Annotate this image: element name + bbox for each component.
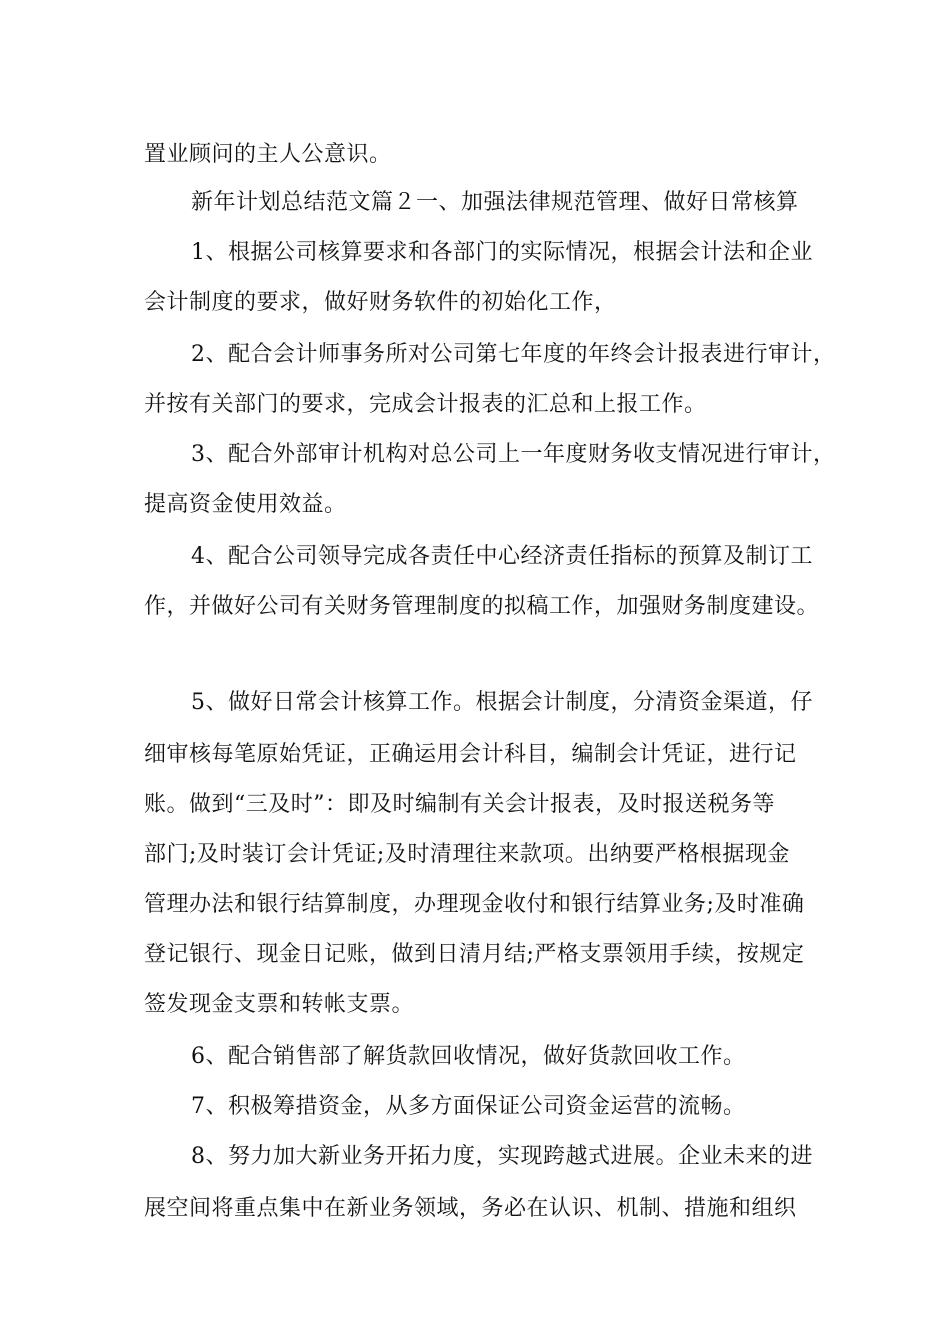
text-line: 2、配合会计师事务所对公司第七年度的年终会计报表进行审计，	[191, 342, 836, 367]
text-line: 部门;及时装订会计凭证;及时清理往来款项。出纳要严格根据现金	[144, 842, 790, 867]
text-line: 作，并做好公司有关财务管理制度的拟稿工作，加强财务制度建设。	[144, 594, 820, 619]
text-line: 6、配合销售部了解货款回收情况，做好货款回收工作。	[191, 1044, 746, 1069]
text-line: 细审核每笔原始凭证，正确运用会计科目，编制会计凭证，进行记	[144, 742, 797, 767]
text-line: 登记银行、现金日记账，做到日清月结;严格支票领用手续，按规定	[144, 942, 805, 967]
text-line: 签发现金支票和转帐支票。	[144, 992, 415, 1017]
text-line: 并按有关部门的要求，完成会计报表的汇总和上报工作。	[144, 392, 707, 417]
text-line: 会计制度的要求，做好财务软件的初始化工作，	[144, 290, 617, 315]
text-line: 置业顾问的主人公意识。	[144, 142, 392, 167]
text-line: 账。做到“三及时”：即及时编制有关会计报表，及时报送税务等	[144, 792, 775, 817]
text-line: 3、配合外部审计机构对总公司上一年度财务收支情况进行审计，	[191, 442, 836, 467]
text-line: 1、根据公司核算要求和各部门的实际情况，根据会计法和企业	[191, 240, 813, 265]
text-line: 5、做好日常会计核算工作。根据会计制度，分清资金渠道，仔	[191, 690, 813, 715]
text-line: 管理办法和银行结算制度，办理现金收付和银行结算业务;及时准确	[144, 892, 805, 917]
text-line: 提高资金使用效益。	[144, 492, 347, 517]
text-line: 8、努力加大新业务开拓力度，实现跨越式进展。企业未来的进	[191, 1144, 813, 1169]
text-line: 新年计划总结范文篇２一、加强法律规范管理、做好日常核算	[191, 190, 799, 215]
text-line: 4、配合公司领导完成各责任中心经济责任指标的预算及制订工	[191, 544, 813, 569]
text-line: 展空间将重点集中在新业务领域，务必在认识、机制、措施和组织	[144, 1196, 797, 1221]
text-line: 7、积极筹措资金，从多方面保证公司资金运营的流畅。	[191, 1094, 746, 1119]
